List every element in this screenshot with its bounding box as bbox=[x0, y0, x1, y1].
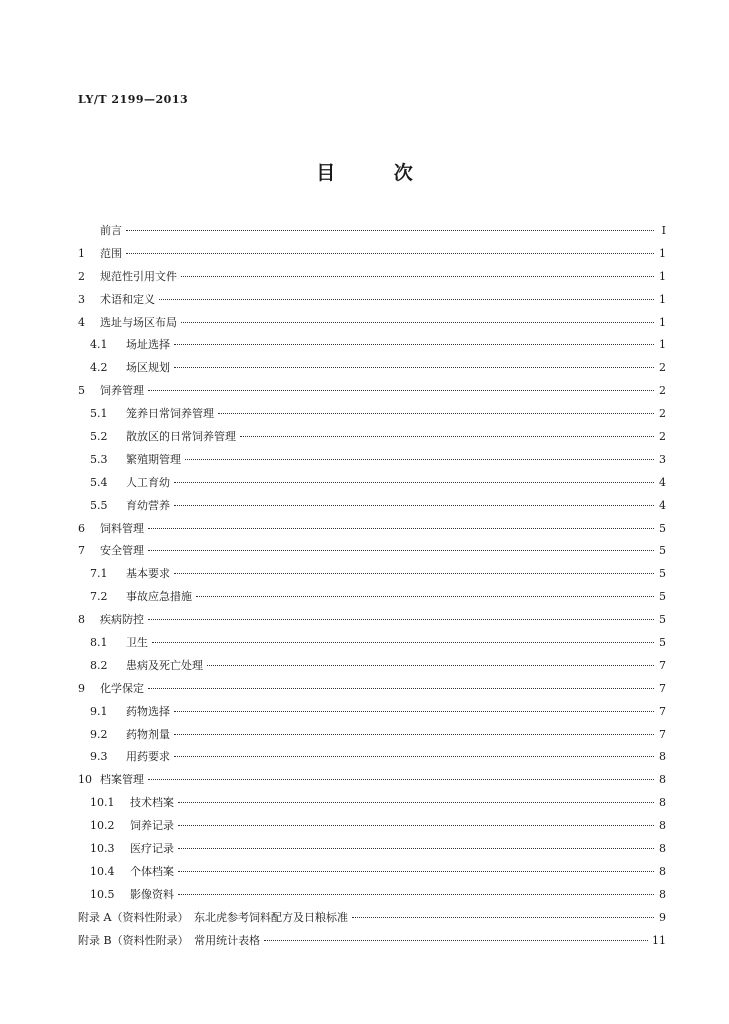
toc-entry-number: 5.1 bbox=[90, 407, 108, 421]
dot-leader bbox=[174, 573, 654, 574]
toc-entry[interactable] bbox=[78, 336, 666, 359]
toc-entry-title: 饲养记录 bbox=[130, 819, 174, 833]
toc-entry[interactable] bbox=[78, 497, 666, 520]
toc-entry-number: 6 bbox=[78, 521, 85, 535]
toc-entry-number: 10 bbox=[78, 773, 92, 787]
dot-leader bbox=[178, 871, 654, 872]
toc-entry-page: 1 bbox=[659, 269, 666, 283]
toc-entry-page: 8 bbox=[659, 819, 666, 833]
toc-entry[interactable] bbox=[78, 245, 666, 268]
toc-entry[interactable] bbox=[78, 542, 666, 565]
toc-entry[interactable] bbox=[78, 726, 666, 749]
toc-entry[interactable] bbox=[78, 520, 666, 543]
toc-entry[interactable] bbox=[78, 382, 666, 405]
toc-entry-number: 5 bbox=[78, 384, 85, 398]
toc-entry[interactable] bbox=[78, 634, 666, 657]
toc-entry[interactable] bbox=[78, 863, 666, 886]
toc-entry-page: Ⅰ bbox=[661, 224, 666, 237]
toc-entry-title: 用药要求 bbox=[126, 750, 170, 764]
toc-entry-page: 7 bbox=[659, 681, 666, 695]
toc-entry[interactable] bbox=[78, 291, 666, 314]
dot-leader bbox=[181, 276, 654, 277]
dot-leader bbox=[174, 756, 654, 757]
toc-entry-number: 5.2 bbox=[90, 430, 108, 444]
dot-leader bbox=[126, 253, 654, 254]
toc-entry-page: 5 bbox=[659, 590, 666, 604]
dot-leader bbox=[352, 917, 654, 918]
toc-entry-number: 9.1 bbox=[90, 704, 108, 718]
dot-leader bbox=[264, 940, 648, 941]
toc-entry-number: 10.2 bbox=[90, 819, 115, 833]
toc-entry-number: 9 bbox=[78, 681, 85, 695]
toc-entry-page: 2 bbox=[659, 430, 666, 444]
toc-entry-page: 7 bbox=[659, 658, 666, 672]
dot-leader bbox=[178, 825, 654, 826]
toc-entry[interactable] bbox=[78, 840, 666, 863]
dot-leader bbox=[126, 230, 654, 231]
toc-entry-number: 10.5 bbox=[90, 887, 115, 901]
toc-entry-page: 2 bbox=[659, 361, 666, 375]
toc-entry-title: 前言 bbox=[100, 224, 122, 237]
toc-entry[interactable] bbox=[78, 932, 666, 955]
toc-entry-page: 4 bbox=[659, 498, 666, 512]
toc-entry[interactable] bbox=[78, 886, 666, 909]
dot-leader bbox=[178, 848, 654, 849]
toc-entry-title: 影像资料 bbox=[130, 887, 174, 901]
toc-entry[interactable] bbox=[78, 748, 666, 771]
dot-leader bbox=[148, 390, 654, 391]
toc-entry[interactable] bbox=[78, 314, 666, 337]
dot-leader bbox=[148, 779, 654, 780]
toc-entry-title: 选址与场区布局 bbox=[100, 315, 177, 329]
toc-entry-number: 10.1 bbox=[90, 796, 115, 810]
toc-entry-number: 8.1 bbox=[90, 636, 108, 650]
toc-entry-page: 5 bbox=[659, 544, 666, 558]
toc-entry-number: 4 bbox=[78, 315, 85, 329]
toc-entry-page: 8 bbox=[659, 796, 666, 810]
toc-entry-number: 3 bbox=[78, 292, 85, 306]
toc-entry-number: 9.3 bbox=[90, 750, 108, 764]
toc-entry-number: 4.1 bbox=[90, 338, 108, 352]
toc-entry[interactable] bbox=[78, 657, 666, 680]
toc-entry[interactable] bbox=[78, 268, 666, 291]
toc-entry-number: 10.4 bbox=[90, 864, 115, 878]
toc-entry[interactable] bbox=[78, 451, 666, 474]
toc-entry-page: 1 bbox=[659, 292, 666, 306]
toc-entry-page: 1 bbox=[659, 246, 666, 260]
toc-entry[interactable] bbox=[78, 474, 666, 497]
toc-entry[interactable] bbox=[78, 794, 666, 817]
toc-entry-title: 卫生 bbox=[126, 636, 148, 650]
dot-leader bbox=[196, 596, 654, 597]
toc-entry-number: 5.4 bbox=[90, 475, 108, 489]
toc-entry-page: 5 bbox=[659, 613, 666, 627]
toc-entry[interactable] bbox=[78, 588, 666, 611]
toc-entry-title: 事故应急措施 bbox=[126, 590, 192, 604]
toc-entry-page: 8 bbox=[659, 864, 666, 878]
toc-entry-number: 8 bbox=[78, 613, 85, 627]
toc-entry-number: 5.5 bbox=[90, 498, 108, 512]
toc-entry-page: 8 bbox=[659, 842, 666, 856]
dot-leader bbox=[159, 299, 654, 300]
toc-entry-title: 繁殖期管理 bbox=[126, 452, 181, 466]
page-title: 目 次 bbox=[316, 162, 439, 184]
toc-entry-page: 3 bbox=[659, 452, 666, 466]
toc-entry[interactable] bbox=[78, 817, 666, 840]
toc-entry-title: 技术档案 bbox=[130, 796, 174, 810]
toc-entry[interactable] bbox=[78, 359, 666, 382]
toc-entry-title: 散放区的日常饲养管理 bbox=[126, 430, 236, 444]
toc-entry-title: 育幼营养 bbox=[126, 498, 170, 512]
toc-entry-title: 场区规划 bbox=[126, 361, 170, 375]
dot-leader bbox=[178, 802, 654, 803]
toc-entry[interactable] bbox=[78, 222, 666, 245]
toc-entry-title: 医疗记录 bbox=[130, 842, 174, 856]
toc-entry-title: 场址选择 bbox=[126, 338, 170, 352]
toc-entry-number: 7.1 bbox=[90, 567, 108, 581]
toc-entry-number: 7 bbox=[78, 544, 85, 558]
dot-leader bbox=[148, 688, 654, 689]
standard-code: LY/T 2199—2013 bbox=[78, 93, 189, 106]
toc-entry-page: 9 bbox=[659, 910, 666, 924]
toc-entry-title: 规范性引用文件 bbox=[100, 269, 177, 283]
dot-leader bbox=[218, 413, 654, 414]
toc-entry[interactable] bbox=[78, 611, 666, 634]
toc-entry-title: 术语和定义 bbox=[100, 292, 155, 306]
toc-entry-number: 9.2 bbox=[90, 727, 108, 741]
toc-entry[interactable] bbox=[78, 771, 666, 794]
toc-entry-title: 疾病防控 bbox=[100, 613, 144, 627]
dot-leader bbox=[174, 711, 654, 712]
toc-entry-title: 药物剂量 bbox=[126, 727, 170, 741]
dot-leader bbox=[207, 665, 654, 666]
toc-entry-title: 安全管理 bbox=[100, 544, 144, 558]
dot-leader bbox=[178, 894, 654, 895]
toc-entry-page: 1 bbox=[659, 315, 666, 329]
toc-entry-title: 个体档案 bbox=[130, 864, 174, 878]
dot-leader bbox=[185, 459, 654, 460]
dot-leader bbox=[152, 642, 654, 643]
toc-entry-page: 8 bbox=[659, 750, 666, 764]
toc-entry-number: 10.3 bbox=[90, 842, 115, 856]
dot-leader bbox=[174, 482, 654, 483]
toc-entry-title: 基本要求 bbox=[126, 567, 170, 581]
toc-entry-title: 饲料管理 bbox=[100, 521, 144, 535]
toc-entry-page: 11 bbox=[652, 933, 666, 947]
toc-entry-title: 饲养管理 bbox=[100, 384, 144, 398]
toc-entry-title: 附录 B（资料性附录） 常用统计表格 bbox=[78, 933, 261, 947]
toc-entry-title: 化学保定 bbox=[100, 681, 144, 695]
toc-entry-page: 7 bbox=[659, 704, 666, 718]
toc-entry-page: 5 bbox=[659, 567, 666, 581]
toc-entry[interactable] bbox=[78, 405, 666, 428]
dot-leader bbox=[181, 322, 654, 323]
dot-leader bbox=[148, 528, 654, 529]
toc-entry-page: 7 bbox=[659, 727, 666, 741]
toc-entry-title: 附录 A（资料性附录） 东北虎参考饲料配方及日粮标准 bbox=[78, 910, 348, 924]
dot-leader bbox=[174, 734, 654, 735]
toc-entry-title: 患病及死亡处理 bbox=[126, 658, 203, 672]
toc-entry-page: 8 bbox=[659, 887, 666, 901]
toc-entry[interactable] bbox=[78, 565, 666, 588]
toc-entry-page: 4 bbox=[659, 475, 666, 489]
toc-entry-title: 人工育幼 bbox=[126, 475, 170, 489]
toc-entry-number: 8.2 bbox=[90, 658, 108, 672]
toc-entry-page: 1 bbox=[659, 338, 666, 352]
toc-entry-title: 范围 bbox=[100, 246, 122, 260]
toc-entry-page: 2 bbox=[659, 384, 666, 398]
toc-entry-title: 档案管理 bbox=[100, 773, 144, 787]
toc-entry-number: 1 bbox=[78, 246, 85, 260]
toc-entry-title: 笼养日常饲养管理 bbox=[126, 407, 214, 421]
dot-leader bbox=[174, 367, 654, 368]
toc-entry-number: 2 bbox=[78, 269, 85, 283]
toc-entry-number: 4.2 bbox=[90, 361, 108, 375]
table-of-contents bbox=[78, 222, 666, 955]
dot-leader bbox=[240, 436, 654, 437]
dot-leader bbox=[174, 505, 654, 506]
toc-entry-page: 5 bbox=[659, 521, 666, 535]
toc-entry-number: 5.3 bbox=[90, 452, 108, 466]
toc-entry[interactable] bbox=[78, 909, 666, 932]
dot-leader bbox=[148, 550, 654, 551]
toc-entry-title: 药物选择 bbox=[126, 704, 170, 718]
toc-entry[interactable] bbox=[78, 680, 666, 703]
dot-leader bbox=[148, 619, 654, 620]
toc-entry-page: 2 bbox=[659, 407, 666, 421]
toc-entry-page: 8 bbox=[659, 773, 666, 787]
dot-leader bbox=[174, 344, 654, 345]
toc-entry[interactable] bbox=[78, 703, 666, 726]
toc-entry-page: 5 bbox=[659, 636, 666, 650]
toc-entry-number: 7.2 bbox=[90, 590, 108, 604]
toc-entry[interactable] bbox=[78, 428, 666, 451]
